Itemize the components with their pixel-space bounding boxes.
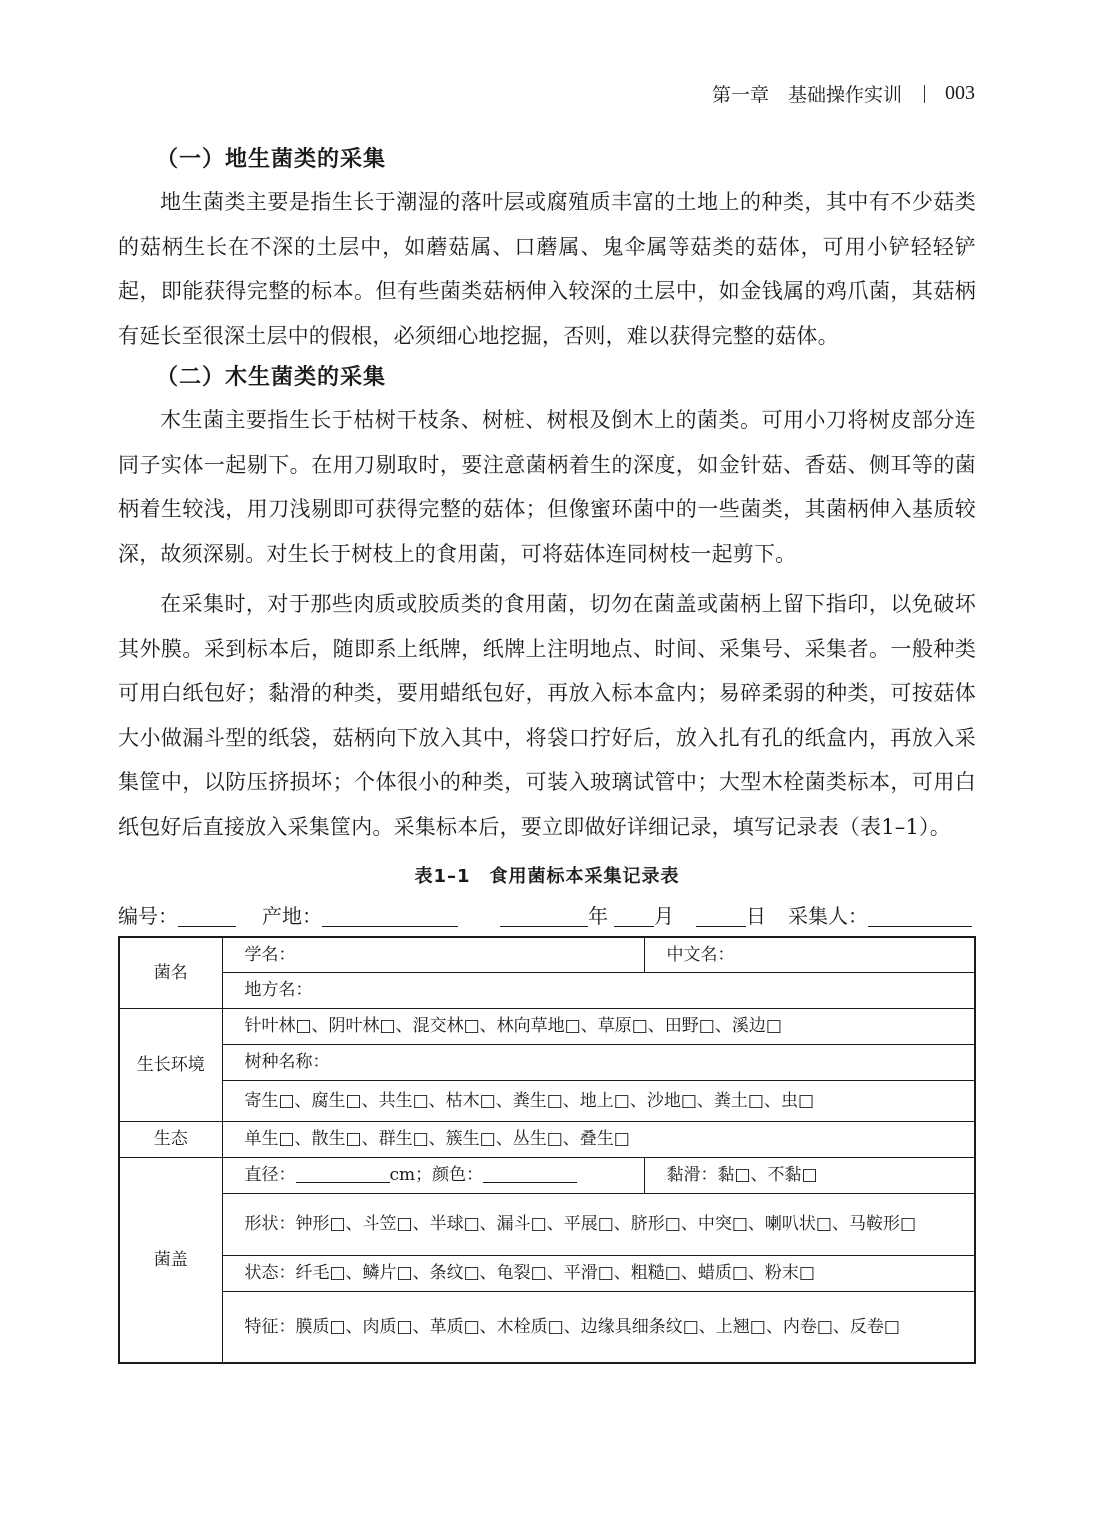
- table-row: [119, 1157, 975, 1193]
- month-blank: [614, 904, 654, 927]
- table-row: [119, 1008, 975, 1044]
- diameter-blank: [296, 1164, 390, 1183]
- number-blank: [178, 904, 236, 927]
- table-row: [119, 1121, 975, 1157]
- paragraph: 木生菌主要指生长于枯树干枝条、树桩、树根及倒木上的菌类。可用小刀将树皮部分连同子实体一起剔下。在用刀剔取时，要注意菌柄着生的深度，如金针菇、香菇、侧耳等的菌柄着生较浅，用刀浅剔即可获得完整的菇体；但像蜜环菌中的一些菌类，其菌柄伸入基质较深，故须深剔。对生长于树枝上的食用菌，可将菇体连同树枝一起剪下。: [118, 408, 976, 566]
- local-name-cell: 地方名：: [222, 972, 975, 1008]
- diameter-unit-color-label: cm；颜色：: [389, 1165, 484, 1185]
- year-label: 年: [588, 904, 608, 928]
- collector-label: 采集人：: [788, 904, 868, 928]
- cap-slimy-cell: 黏滑：黏□、不黏□: [644, 1157, 975, 1193]
- category-ecology: 生态: [119, 1121, 222, 1157]
- ecology-cell: 单生□、散生□、群生□、簇生□、丛生□、叠生□: [222, 1121, 975, 1157]
- table-row: [119, 1291, 975, 1363]
- header-divider: [924, 85, 925, 103]
- cap-feature-cell: 特征：膜质□、肉质□、革质□、木栓质□、边缘具细条纹□、上翘□、内卷□、反卷□: [222, 1291, 975, 1363]
- number-label: 编号：: [118, 904, 178, 928]
- table-row: [119, 1080, 975, 1121]
- year-blank: [500, 904, 588, 927]
- origin-label: 产地：: [262, 904, 322, 928]
- collector-blank: [868, 904, 972, 927]
- category-environment: 生长环境: [119, 1008, 222, 1121]
- diameter-label: 直径：: [244, 1165, 296, 1185]
- chapter-title: 第一章 基础操作实训: [711, 84, 902, 106]
- table-row: [119, 937, 975, 972]
- env-substrate-cell: 寄生□、腐生□、共生□、枯木□、粪生□、地上□、沙地□、粪土□、虫□: [222, 1080, 975, 1121]
- env-tree-cell: 树种名称：: [222, 1044, 975, 1080]
- day-blank: [696, 904, 746, 927]
- section-heading-1: （一）地生菌类的采集: [156, 147, 387, 172]
- table-row: [119, 1193, 975, 1255]
- cap-shape-cell: 形状：钟形□、斗笠□、半球□、漏斗□、平展□、脐形□、中突□、喇叭状□、马鞍形□: [222, 1193, 975, 1255]
- table-row: [119, 972, 975, 1008]
- day-label: 日: [746, 904, 766, 928]
- paragraph: 地生菌类主要是指生长于潮湿的落叶层或腐殖质丰富的土地上的种类，其中有不少菇类的菇柄生长在不深的土层中，如蘑菇属、口蘑属、鬼伞属等菇类的菇体，可用小铲轻轻铲起，即能获得完整的标本。但有些菌类菇柄伸入较深的土层中，如金钱属的鸡爪菌，其菇柄有延长至很深土层中的假根，必须细心地挖掘，否则，难以获得完整的菇体。: [118, 190, 976, 348]
- page-body: [118, 140, 976, 1364]
- origin-blank: [322, 904, 458, 927]
- section-heading-2: （二）木生菌类的采集: [156, 365, 387, 390]
- category-cap: 菌盖: [119, 1157, 222, 1363]
- category-name: 菌名: [119, 937, 222, 1008]
- table-row: [119, 1255, 975, 1291]
- record-table: [118, 936, 976, 1364]
- chinese-name-cell: 中文名：: [644, 937, 975, 972]
- scientific-name-cell: 学名：: [222, 937, 644, 972]
- table-row: [119, 1044, 975, 1080]
- cap-state-cell: 状态：纤毛□、鳞片□、条纹□、龟裂□、平滑□、粗糙□、蜡质□、粉末□: [222, 1255, 975, 1291]
- table-caption: 表1–1 食用菌标本采集记录表: [414, 866, 680, 887]
- cap-diameter-cell: [222, 1157, 644, 1193]
- env-forest-cell: 针叶林□、阴叶林□、混交林□、林向草地□、草原□、田野□、溪边□: [222, 1008, 975, 1044]
- running-header: [712, 80, 975, 107]
- paragraph: 在采集时，对于那些肉质或胶质类的食用菌，切勿在菌盖或菌柄上留下指印，以免破坏其外膜。采到标本后，随即系上纸牌，纸牌上注明地点、时间、采集号、采集者。一般种类可用白纸包好；黏滑的种类，要用蜡纸包好，再放入标本盒内；易碎柔弱的种类，可按菇体大小做漏斗型的纸袋，菇柄向下放入其中，将袋口拧好后，放入扎有孔的纸盒内，再放入采集筐中，以防压挤损坏；个体很小的种类，可装入玻璃试管中；大型木栓菌类标本，可用白纸包好后直接放入采集筐内。采集标本后，要立即做好详细记录，填写记录表（表1–1）。: [118, 592, 976, 839]
- color-blank: [483, 1164, 577, 1183]
- table-meta-line: [118, 901, 976, 931]
- month-label: 月: [654, 904, 674, 928]
- page-number: 003: [945, 82, 975, 104]
